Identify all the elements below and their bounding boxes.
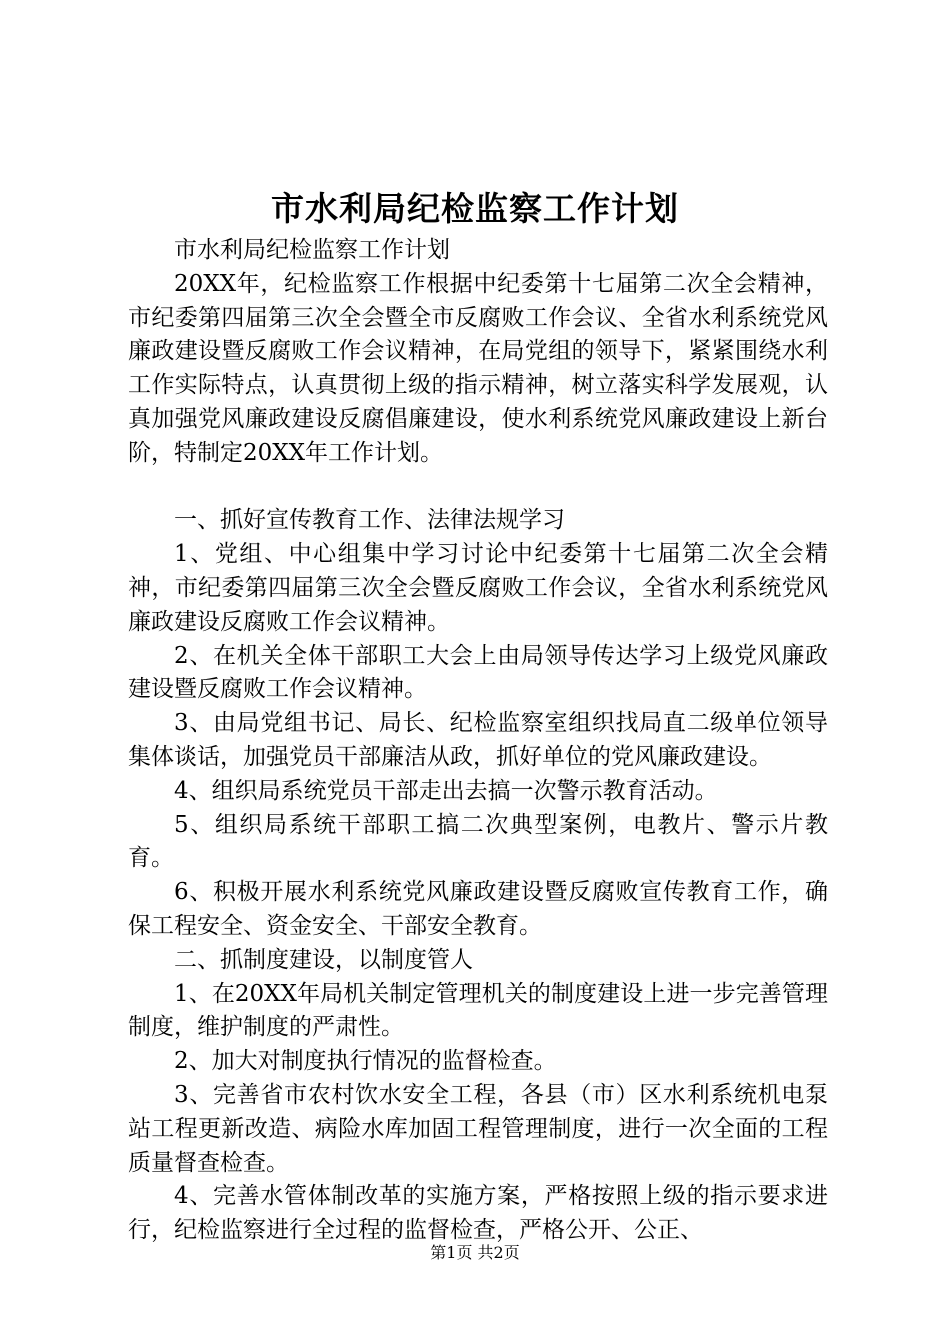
paragraph-item: 3、完善省市农村饮水安全工程，各县（市）区水利系统机电泵站工程更新改造、病险水库加固工程管理制度，进行一次全面的工程质量督查检查。	[128, 1081, 828, 1176]
paragraph-item: 4、完善水管体制改革的实施方案，严格按照上级的指示要求进行，纪检监察进行全过程的监督检查，严格公开、公正、	[128, 1183, 828, 1244]
paragraph-item: 2、在机关全体干部职工大会上由局领导传达学习上级党风廉政建设暨反腐败工作会议精神。	[128, 642, 828, 703]
paragraph-item: 5、组织局系统干部职工搞二次典型案例，电教片、警示片教育。	[128, 811, 828, 872]
document-body	[128, 234, 828, 1248]
paragraph-item: 4、组织局系统党员干部走出去搞一次警示教育活动。	[174, 777, 718, 804]
document-title: 市水利局纪检监察工作计划	[271, 189, 679, 228]
paragraph-item: 6、积极开展水利系统党风廉政建设暨反腐败宣传教育工作，确保工程安全、资金安全、干部安全教育。	[128, 879, 828, 939]
paragraph-item: 1、在20XX年局机关制定管理机关的制度建设上进一步完善管理制度，维护制度的严肃性。	[128, 980, 828, 1041]
paragraph-subtitle: 市水利局纪检监察工作计划	[174, 237, 450, 263]
paragraph-item: 3、由局党组书记、局长、纪检监察室组织找局直二级单位领导集体谈话，加强党员干部廉洁从政，抓好单位的党风廉政建设。	[128, 710, 828, 770]
paragraph-item: 2、加大对制度执行情况的监督检查。	[174, 1048, 557, 1075]
section-heading-1: 一、抓好宣传教育工作、法律法规学习	[174, 507, 565, 534]
paragraph-item: 1、党组、中心组集中学习讨论中纪委第十七届第二次全会精神，市纪委第四届第三次全会暨反腐败工作会议，全省水利系统党风廉政建设反腐败工作会议精神。	[128, 541, 828, 635]
page-number-footer: 第1页 共2页	[430, 1243, 520, 1262]
paragraph-intro: 20XX年，纪检监察工作根据中纪委第十七届第二次全会精神，市纪委第四届第三次全会暨全市反腐败工作会议、全省水利系统党风廉政建设暨反腐败工作会议精神，在局党组的领导下，紧紧围绕水利工作实际特点，认真贯彻上级的指示精神，树立落实科学发展观，认真加强党风廉政建设反腐倡廉建设，使水利系统党风廉政建设上新台阶，特制定20XX年工作计划。	[128, 270, 828, 466]
section-heading-2: 二、抓制度建设，以制度管人	[174, 946, 473, 973]
